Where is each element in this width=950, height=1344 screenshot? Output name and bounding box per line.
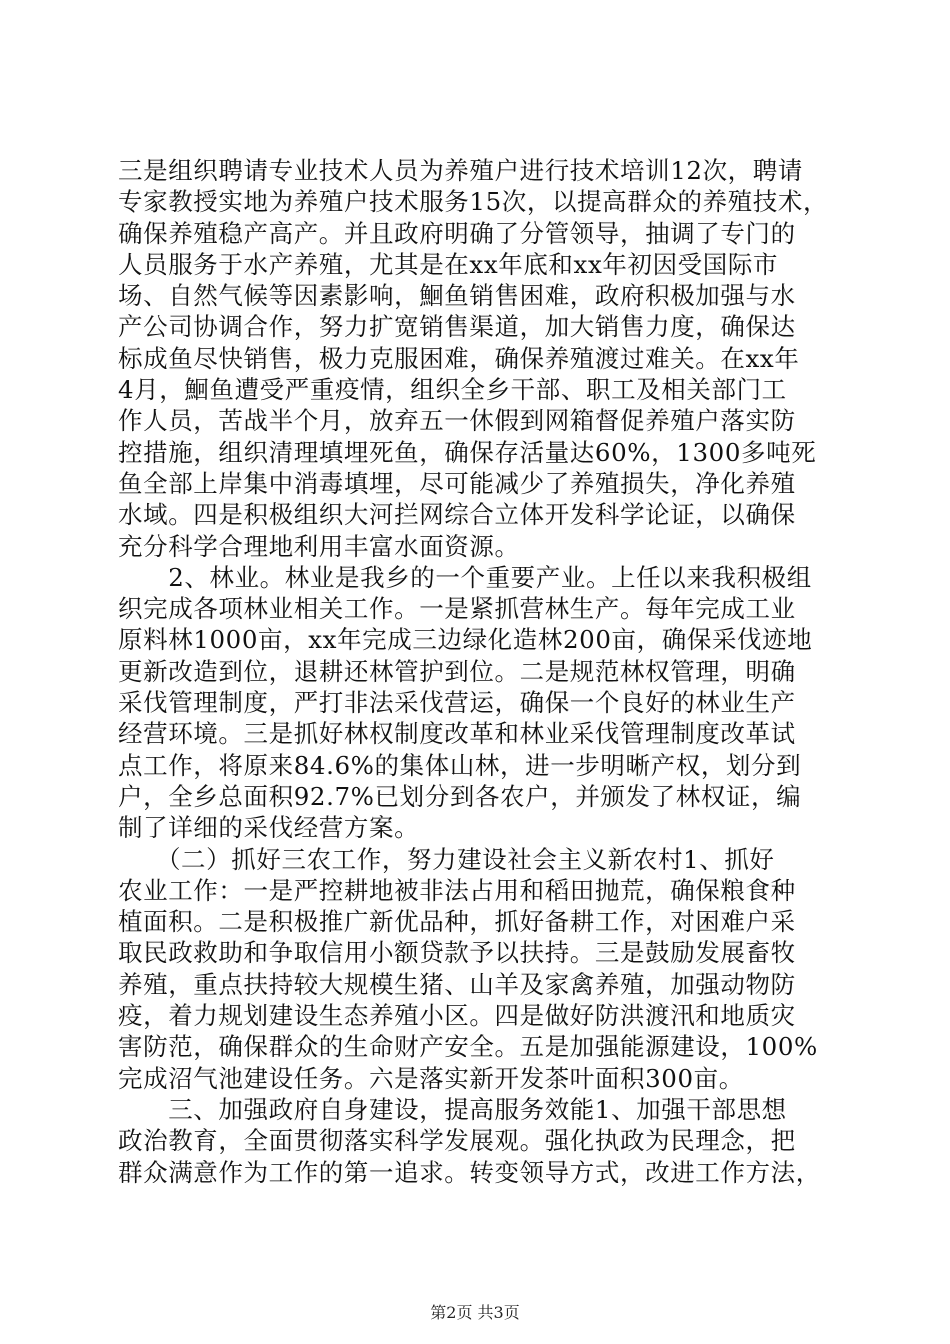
body-text <box>118 155 832 1188</box>
text-line: （二）抓好三农工作，努力建设社会主义新农村1、抓好 <box>118 844 775 874</box>
text-line: 取民政救助和争取信用小额贷款予以扶持。三是鼓励发展畜牧 <box>118 938 796 968</box>
text-line: 点工作，将原来84.6%的集体山林，进一步明晰产权，划分到 <box>118 750 802 780</box>
text-line: 三是组织聘请专业技术人员为养殖户进行技术培训12次，聘请 <box>118 156 803 185</box>
text-line: 更新改造到位，退耕还林管护到位。二是规范林权管理，明确 <box>118 656 796 686</box>
document-body <box>118 155 832 1188</box>
text-line: 政治教育，全面贯彻落实科学发展观。强化执政为民理念，把 <box>118 1126 796 1156</box>
text-line: 专家教授实地为养殖户技术服务15次，以提高群众的养殖技术， <box>118 187 829 217</box>
text-line: 害防范，确保群众的生命财产安全。五是加强能源建设，100% <box>118 1032 818 1062</box>
text-line: 鱼全部上岸集中消毒填埋，尽可能减少了养殖损失，净化养殖 <box>118 468 796 498</box>
text-line: 养殖，重点扶持较大规模生猪、山羊及家禽养殖，加强动物防 <box>118 969 796 999</box>
text-line: 植面积。二是积极推广新优品种，抓好备耕工作，对困难户采 <box>118 907 796 937</box>
text-line: 水域。四是积极组织大河拦网综合立体开发科学论证，以确保 <box>118 500 796 530</box>
text-line: 采伐管理制度，严打非法采伐营运，确保一个良好的林业生产 <box>118 688 796 718</box>
text-line: 人员服务于水产养殖，尤其是在xx年底和xx年初因受国际市 <box>118 249 779 279</box>
text-line: 作人员，苦战半个月，放弃五一休假到网箱督促养殖户落实防 <box>118 406 796 436</box>
text-line: 产公司协调合作，努力扩宽销售渠道，加大销售力度，确保达 <box>118 312 796 342</box>
text-line: 农业工作：一是严控耕地被非法占用和稻田抛荒，确保粮食种 <box>118 875 796 905</box>
text-line: 标成鱼尽快销售，极力克服困难，确保养殖渡过难关。在xx年 <box>118 343 800 373</box>
text-line: 三、加强政府自身建设，提高服务效能1、加强干部思想 <box>118 1094 787 1124</box>
text-line: 2、林业。林业是我乡的一个重要产业。上任以来我积极组 <box>118 562 812 592</box>
text-line: 经营环境。三是抓好林权制度改革和林业采伐管理制度改革试 <box>118 719 796 749</box>
page-footer: 第2页 共3页 <box>430 1303 520 1322</box>
text-line: 场、自然气候等因素影响，鮰鱼销售困难，政府积极加强与水 <box>118 281 796 311</box>
text-line: 充分科学合理地利用丰富水面资源。 <box>118 531 520 561</box>
text-line: 制了详细的采伐经营方案。 <box>118 813 420 843</box>
text-line: 原料林1000亩，xx年完成三边绿化造林200亩，确保采伐迹地 <box>118 625 813 655</box>
text-line: 织完成各项林业相关工作。一是紧抓营林生产。每年完成工业 <box>118 594 796 624</box>
text-line: 确保养殖稳产高产。并且政府明确了分管领导，抽调了专门的 <box>118 218 796 248</box>
text-line: 完成沼气池建设任务。六是落实新开发茶叶面积300亩。 <box>118 1063 744 1093</box>
text-line: 控措施，组织清理填埋死鱼，确保存活量达60%，1300多吨死 <box>118 437 817 467</box>
text-line: 疫，着力规划建设生态养殖小区。四是做好防洪渡汛和地质灾 <box>118 1001 796 1031</box>
text-line: 户，全乡总面积92.7%已划分到各农户，并颁发了林权证，编 <box>118 781 802 811</box>
text-line: 4月，鮰鱼遭受严重疫情，组织全乡干部、职工及相关部门工 <box>118 375 787 405</box>
text-line: 群众满意作为工作的第一追求。转变领导方式，改进工作方法， <box>118 1157 821 1187</box>
